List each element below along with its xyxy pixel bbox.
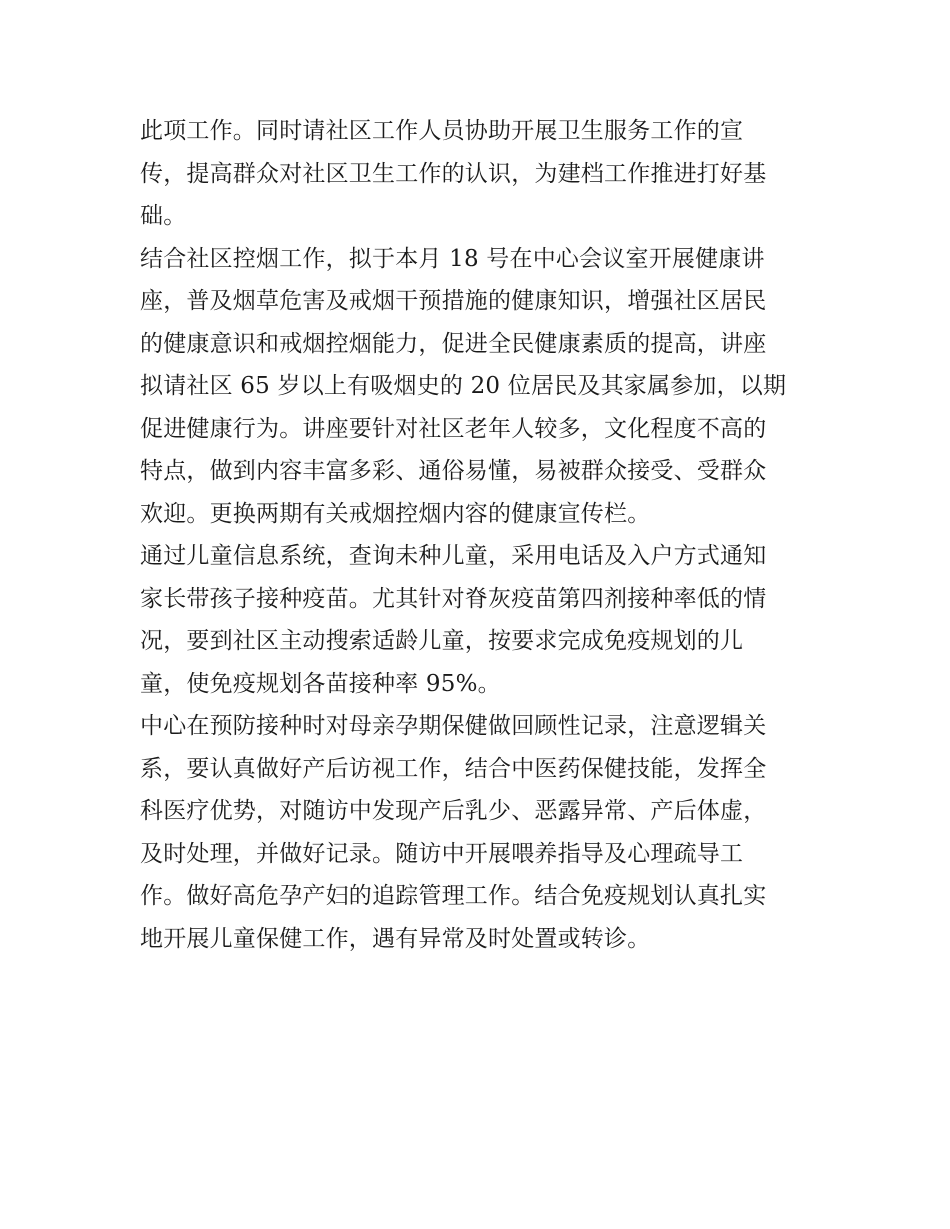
text-line: 中心在预防接种时对母亲孕期保健做回顾性记录，注意逻辑关 xyxy=(140,713,767,739)
paragraph-tobacco-control xyxy=(140,238,820,536)
paragraph-maternal-child-care xyxy=(140,705,820,960)
document-body xyxy=(140,110,820,960)
text-line: 及时处理，并做好记录。随访中开展喂养指导及心理疏导工 xyxy=(140,840,744,867)
text-line: 础。 xyxy=(140,203,187,229)
text-line: 特点，做到内容丰富多彩、通俗易懂，易被群众接受、受群众 xyxy=(140,458,767,484)
text-line: 拟请社区 65 岁以上有吸烟史的 20 位居民及其家属参加，以期 xyxy=(140,373,787,399)
text-line: 童，使免疫规划各苗接种率 95%。 xyxy=(140,670,501,697)
text-line: 的健康意识和戒烟控烟能力，促进全民健康素质的提高，讲座 xyxy=(140,330,767,357)
text-line: 此项工作。同时请社区工作人员协助开展卫生服务工作的宣 xyxy=(140,118,744,144)
text-line: 欢迎。更换两期有关戒烟控烟内容的健康宣传栏。 xyxy=(140,500,651,527)
text-line: 作。做好高危孕产妇的追踪管理工作。结合免疫规划认真扎实 xyxy=(140,883,767,909)
text-line: 结合社区控烟工作，拟于本月 18 号在中心会议室开展健康讲 xyxy=(140,245,765,272)
text-line: 家长带孩子接种疫苗。尤其针对脊灰疫苗第四剂接种率低的情 xyxy=(140,585,767,612)
text-line: 通过儿童信息系统，查询未种儿童，采用电话及入户方式通知 xyxy=(140,543,767,569)
text-line: 科医疗优势，对随访中发现产后乳少、恶露异常、产后体虚， xyxy=(140,798,767,824)
text-line: 地开展儿童保健工作，遇有异常及时处置或转诊。 xyxy=(140,925,651,952)
text-line: 况，要到社区主动搜索适龄儿童，按要求完成免疫规划的儿 xyxy=(140,628,744,654)
paragraph-vaccination xyxy=(140,535,820,705)
text-line: 传，提高群众对社区卫生工作的认识，为建档工作推进打好基 xyxy=(140,160,767,187)
text-line: 座，普及烟草危害及戒烟干预措施的健康知识，增强社区居民 xyxy=(140,288,767,314)
text-line: 系，要认真做好产后访视工作，结合中医药保健技能，发挥全 xyxy=(140,755,767,782)
text-line: 促进健康行为。讲座要针对社区老年人较多，文化程度不高的 xyxy=(140,415,767,442)
paragraph-publicity xyxy=(140,110,820,238)
